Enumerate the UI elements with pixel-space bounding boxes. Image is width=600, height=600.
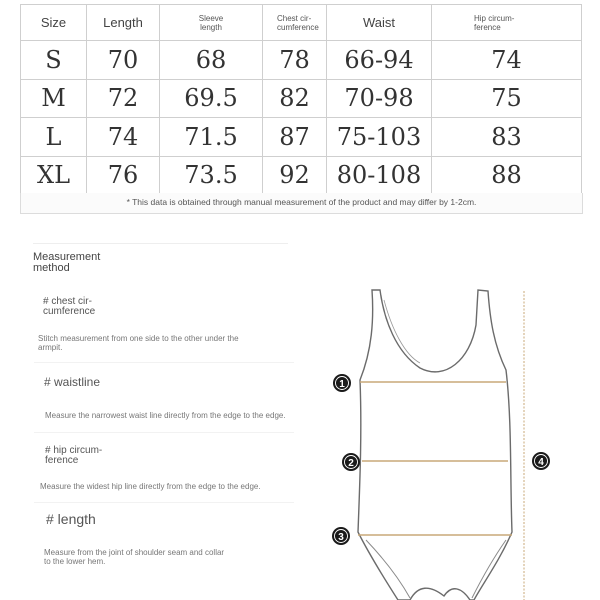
marker-1-icon: [333, 374, 351, 392]
divider: [34, 432, 294, 433]
table-row: [21, 118, 582, 157]
cell-sleeve: 68: [160, 41, 263, 80]
cell-size: S: [21, 41, 87, 80]
measurement-note: * This data is obtained through manual measurement of the product and may differ by 1-2cm.: [126, 197, 477, 207]
header-sleeve-line1: Sleeve: [198, 13, 224, 23]
waist-label: # waistline: [44, 375, 101, 389]
svg-text:3: 3: [338, 532, 344, 543]
length-desc-line2: to the lower hem.: [44, 557, 106, 566]
chest-label-line1: # chest cir-: [43, 296, 92, 307]
divider: [34, 362, 294, 363]
length-description: [44, 548, 224, 566]
cell-sleeve: 73.5: [160, 156, 263, 195]
svg-text:1: 1: [339, 379, 345, 390]
bodysuit-diagram: [315, 280, 600, 600]
cell-hip: 75: [432, 79, 582, 118]
table-row: [21, 156, 582, 195]
section-title: [33, 252, 153, 274]
chest-desc-line2: armpit.: [38, 343, 63, 352]
cell-hip: 74: [432, 41, 582, 80]
divider: [34, 502, 294, 503]
header-chest-line1: Chest cir-: [277, 13, 312, 23]
svg-text:4: 4: [538, 457, 544, 468]
note-strip: [20, 193, 583, 214]
hip-label: [45, 446, 102, 466]
leg-opening-right: [472, 540, 506, 598]
svg-text:2: 2: [348, 458, 354, 469]
header-hip-line1: Hip circum-: [474, 13, 515, 23]
chest-desc-line1: Stitch measurement from one side to the other under the: [38, 334, 239, 343]
hip-label-line1: # hip circum-: [45, 445, 103, 456]
length-desc-line1: Measure from the joint of shoulder seam and collar: [44, 548, 225, 557]
cell-chest: 87: [263, 118, 327, 157]
cell-waist: 80-108: [327, 156, 432, 195]
back-neckline: [384, 300, 420, 363]
hip-label-line2: ference: [45, 455, 79, 466]
marker-4-icon: [532, 452, 550, 470]
cell-sleeve: 69.5: [160, 79, 263, 118]
chest-description: [38, 334, 239, 352]
cell-hip: 88: [432, 156, 582, 195]
cell-length: 76: [87, 156, 160, 195]
waist-description: Measure the narrowest waist line directly from the edge to the edge.: [45, 411, 286, 420]
cell-chest: 92: [263, 156, 327, 195]
header-hip-line2: ference: [474, 22, 501, 32]
section-title-line2: method: [33, 262, 70, 274]
marker-3-icon: [332, 527, 350, 545]
garment-outline: [358, 290, 512, 600]
cell-waist: 75-103: [327, 118, 432, 157]
chest-label: [43, 297, 95, 317]
size-chart-table: [20, 4, 582, 195]
length-label: # length: [46, 511, 96, 527]
cell-hip: 83: [432, 118, 582, 157]
cell-chest: 78: [263, 41, 327, 80]
hip-description: Measure the widest hip line directly from the edge to the edge.: [40, 482, 261, 491]
header-row: [21, 5, 582, 41]
cell-waist: 66-94: [327, 41, 432, 80]
header-length: Length: [87, 5, 160, 41]
chest-label-line2: cumference: [43, 306, 96, 317]
cell-length: 70: [87, 41, 160, 80]
table-row: [21, 79, 582, 118]
cell-chest: 82: [263, 79, 327, 118]
header-hip: [432, 5, 582, 41]
header-chest-line2: cumference: [277, 22, 319, 32]
leg-opening: [366, 540, 410, 598]
header-size: Size: [21, 5, 87, 41]
cell-size: M: [21, 79, 87, 118]
cell-length: 72: [87, 79, 160, 118]
cell-waist: 70-98: [327, 79, 432, 118]
cell-length: 74: [87, 118, 160, 157]
header-chest: [263, 5, 327, 41]
cell-size: L: [21, 118, 87, 157]
cell-sleeve: 71.5: [160, 118, 263, 157]
section-title-line1: Measurement: [33, 251, 101, 263]
cell-size: XL: [21, 156, 87, 195]
header-sleeve-line2: length: [200, 22, 222, 32]
marker-2-icon: [342, 453, 360, 471]
header-sleeve-length: [160, 5, 263, 41]
divider: [33, 243, 288, 244]
header-waist: Waist: [327, 5, 432, 41]
table-row: [21, 41, 582, 80]
